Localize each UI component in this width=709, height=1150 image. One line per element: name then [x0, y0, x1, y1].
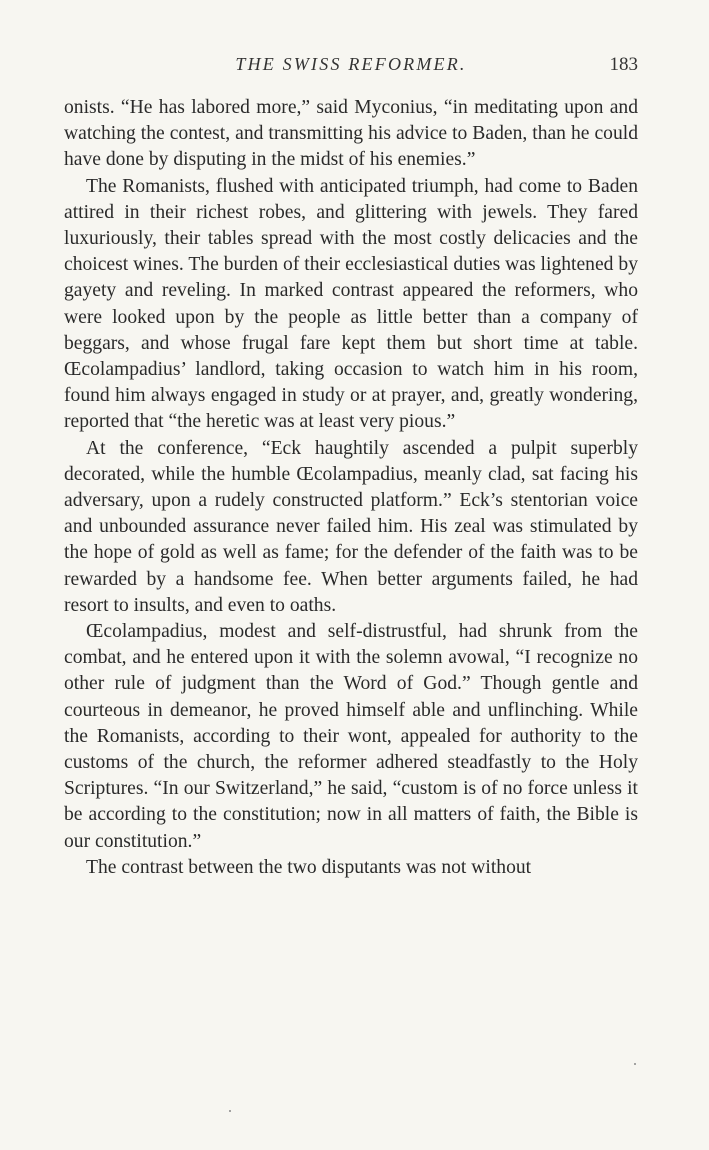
paragraph: Œcolampadius, modest and self-distrustful, had shrunk from the combat, and he entered upon it with the solemn avowal, “I recognize no other rule of judgment than the Word of God.” Though gentle and courteous in demeanor, he proved himself able and unflinching. While the Romanists, according to their wont, appealed for authority to the customs of the church, the reformer adhered steadfastly to the Holy Scriptures. “In our Switzerland,” he said, “custom is of no force unless it be according to the constitution; now in all matters of faith, the Bible is our constitution.”	[64, 621, 638, 852]
running-title: THE SWISS REFORMER.	[235, 54, 467, 74]
paragraph: The Romanists, flushed with anticipated triumph, had come to Baden attired in their richest robes, and glittering with jewels. They fared luxuriously, their tables spread with the most costly delicacies and the choicest wines. The burden of their ecclesiastical duties was lightened by gayety and reveling. In marked contrast appeared the reformers, who were looked upon by the people as little better than a company of beggars, and whose frugal fare kept them but short time at table. Œcolampadius’ landlord, taking occasion to watch him in his room, found him always engaged in study or at prayer, and, greatly wondering, reported that “the heretic was at least very pious.”	[64, 175, 638, 433]
running-head	[64, 54, 638, 86]
paragraph-final: The contrast between the two disputants was not without	[86, 856, 532, 878]
paragraph: At the conference, “Eck haughtily ascended a pulpit superbly decorated, while the humble Œcolampadius, meanly clad, sat facing his adversary, upon a rudely constructed platform.” Eck’s stentorian voice and unbounded assurance never failed him. His zeal was stimulated by the hope of gold as well as fame; for the defender of the faith was to be rewarded by a handsome fee. When better arguments failed, he had resort to insults, and even to oaths.	[64, 437, 638, 616]
body-text	[64, 95, 638, 881]
page-number: 183	[609, 54, 638, 75]
stray-speck	[634, 1063, 636, 1065]
paragraph-continued: onists. “He has labored more,” said Myconius, “in meditating upon and watching the contest, and transmitting his advice to Baden, than he could have done by disputing in the midst of his enemies.”	[64, 97, 638, 171]
stray-speck	[229, 1110, 231, 1112]
